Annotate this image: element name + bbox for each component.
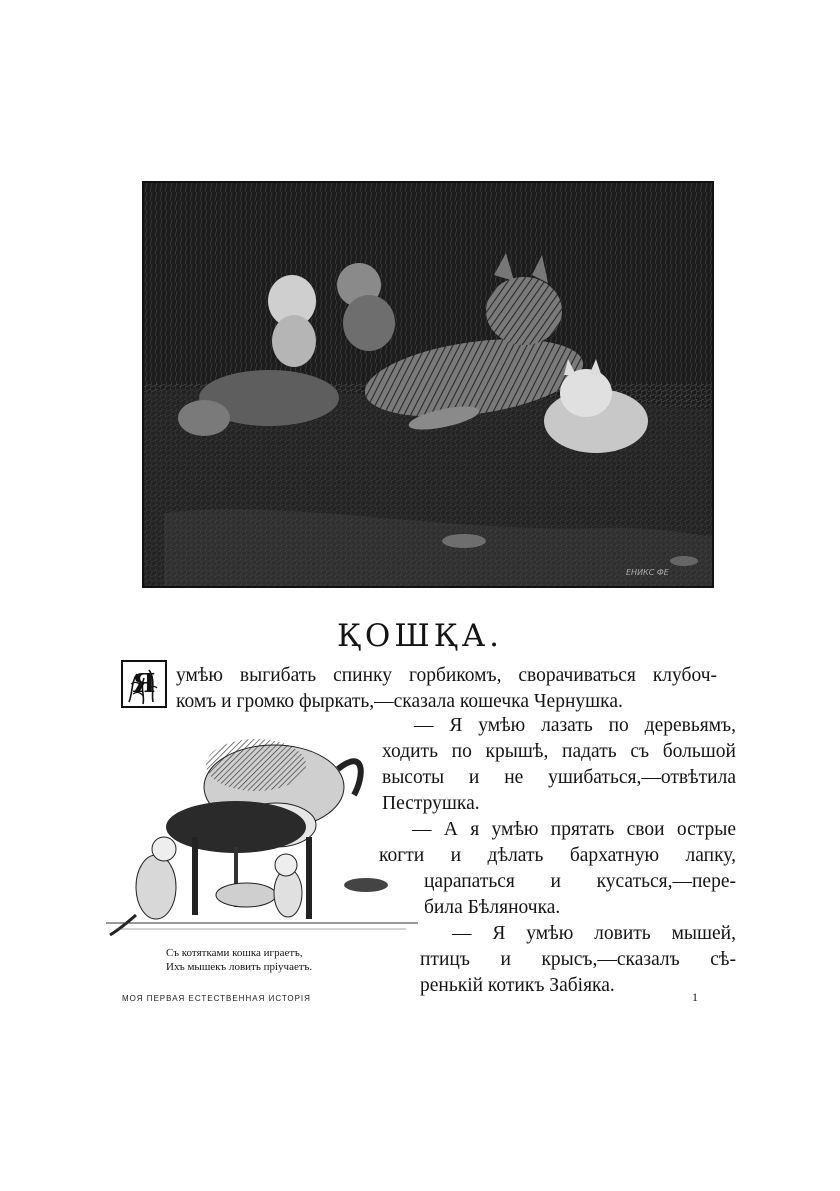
text-line: била Бѣляночка.: [424, 897, 561, 918]
text-line: — Я умѣю лазать по деревьямъ,: [414, 715, 736, 736]
page-number: 1: [692, 990, 698, 1004]
cat-on-chair-illustration: [106, 717, 418, 945]
text-line: комъ и громко фыркать,—сказала кошечка Чернушка.: [176, 691, 623, 712]
text-line: ходить по крышѣ, падать съ большой: [382, 741, 736, 762]
text-line: птицъ и крысъ,—сказалъ сѣ-: [420, 949, 736, 970]
text-line: — Я умѣю ловить мышей,: [452, 923, 736, 944]
running-footer: МОЯ ПЕРВАЯ ЕСТЕСТВЕННАЯ ИСТОРІЯ: [122, 994, 311, 1003]
text-line: высоты и не ушибаться,—отвѣтила: [382, 767, 736, 788]
illustration-caption-line: Ихъ мышекъ ловить пріучаетъ.: [166, 961, 313, 973]
cat-on-chair-image: [106, 717, 418, 945]
top-illustration: [142, 181, 714, 588]
decorative-initial-letter: [121, 660, 167, 708]
illustration-caption-line: Съ котятками кошка играетъ,: [166, 947, 303, 959]
cats-engraving-image: [144, 183, 712, 586]
text-line: — А я умѣю прятать свои острые: [412, 819, 736, 840]
text-line: умѣю выгибать спинку горбикомъ, сворачиваться клубоч-: [176, 665, 717, 686]
page-title: ҚОШҚА.: [336, 618, 504, 654]
text-line: ренькій котикъ Забіяка.: [420, 975, 615, 996]
text-line: Пеструшка.: [382, 793, 480, 814]
text-line: царапаться и кусаться,—пере-: [424, 871, 736, 892]
engraver-signature: ЕНИКС ФЕ: [626, 568, 669, 577]
text-line: когти и дѣлать бархатную лапку,: [379, 845, 736, 866]
initial-letter-glyph: Я: [132, 669, 156, 699]
